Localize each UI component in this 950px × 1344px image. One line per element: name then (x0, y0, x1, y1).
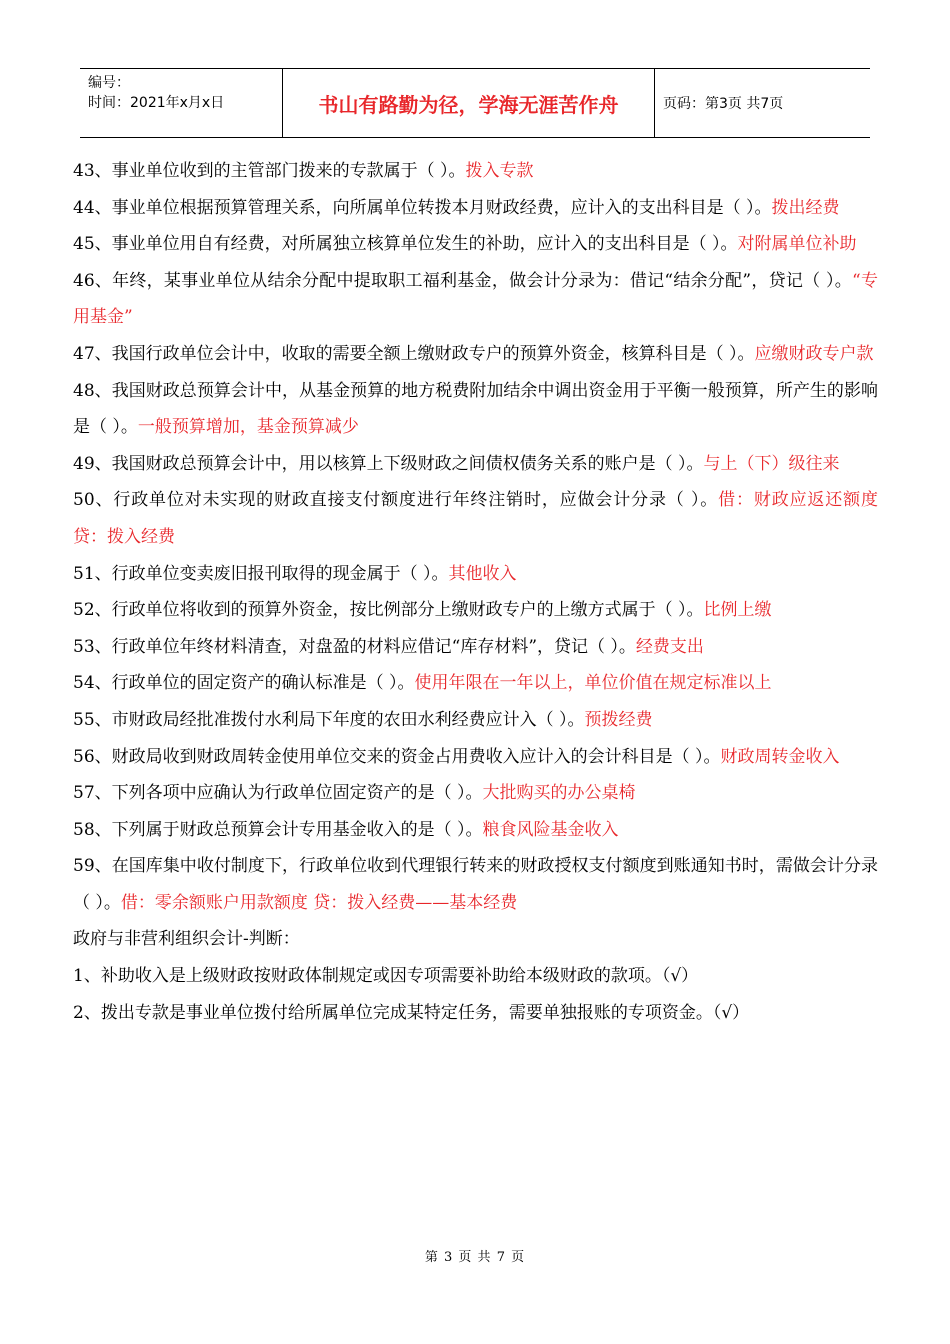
time-label: 时间：2021年x月x日 (88, 95, 225, 111)
header-left-cell (80, 69, 283, 137)
list-item: 43、事业单位收到的主管部门拨来的专款属于（ ）。拨入专款 (73, 161, 534, 181)
list-item: 47、我国行政单位会计中，收取的需要全额上缴财政专户的预算外资金，核算科目是（ ）。应缴财政专户款 (73, 343, 874, 364)
header-page-info: 页码：第3页 共7页 (663, 96, 784, 112)
answer-text: 大批购买的办公桌椅 (482, 783, 636, 804)
answer-text: 拨出经费 (771, 197, 840, 218)
list-item: 1、补助收入是上级财政按财政体制规定或因专项需要补助给本级财政的款项。（√） (73, 966, 699, 987)
answer-text: 使用年限在一年以上，单位价值在规定标准以上 (414, 673, 772, 694)
page-header (80, 68, 870, 138)
list-item: 59、在国库集中收付制度下，行政单位收到代理银行转来的财政授权支付额度到账通知书时，需做会计分录（ ）。借：零余额账户用款额度 贷：拨入经费——基本经费 (73, 856, 878, 913)
page-footer: 第 3 页 共 7 页 (424, 1250, 526, 1265)
list-item: 55、市财政局经批准拨付水利局下年度的农田水利经费应计入（ ）。预拨经费 (73, 709, 653, 730)
answer-text: 与上（下）级往来 (703, 453, 840, 474)
answer-text: “专用基金” (73, 270, 878, 328)
section-heading: 政府与非营利组织会计-判断： (73, 929, 300, 950)
answer-text: 比例上缴 (703, 600, 772, 621)
list-item: 2、拨出专款是事业单位拨付给所属单位完成某特定任务，需要单独报账的专项资金。（√） (73, 1002, 750, 1023)
list-item: 46、年终，某事业单位从结余分配中提取职工福利基金，做会计分录为：借记“结余分配”，贷记（ ）。“专用基金” (73, 270, 878, 328)
answer-text: 借：财政应返还额度 贷：拨入经费 (73, 490, 878, 547)
answer-text: 对附属单位补助 (737, 234, 857, 255)
answer-text: 经费支出 (635, 636, 704, 657)
list-item: 52、行政单位将收到的预算外资金，按比例部分上缴财政专户的上缴方式属于（ ）。比例上缴 (73, 600, 772, 621)
list-item: 53、行政单位年终材料清查，对盘盈的材料应借记“库存材料”，贷记（ ）。经费支出 (73, 636, 704, 657)
answer-text: 其他收入 (448, 563, 517, 584)
list-item: 49、我国财政总预算会计中，用以核算上下级财政之间债权债务关系的账户是（ ）。与上（下）级往来 (73, 453, 840, 474)
list-item: 56、财政局收到财政周转金使用单位交来的资金占用费收入应计入的会计科目是（ ）。财政周转金收入 (73, 746, 840, 767)
answer-text: 粮食风险基金收入 (482, 819, 619, 840)
answer-text: 拨入专款 (465, 161, 534, 181)
answer-text: 财政周转金收入 (720, 746, 840, 767)
answer-text: 应缴财政专户款 (754, 343, 874, 364)
list-item: 48、我国财政总预算会计中，从基金预算的地方税费附加结余中调出资金用于平衡一般预算，所产生的影响是（ ）。一般预算增加，基金预算减少 (73, 380, 878, 438)
list-item: 51、行政单位变卖废旧报刊取得的现金属于（ ）。其他收入 (73, 563, 517, 584)
list-item: 44、事业单位根据预算管理关系，向所属单位转拨本月财政经费，应计入的支出科目是（ ）。拨出经费 (73, 197, 840, 218)
list-item: 45、事业单位用自有经费，对所属独立核算单位发生的补助，应计入的支出科目是（ ）。对附属单位补助 (73, 234, 857, 255)
list-item: 54、行政单位的固定资产的确认标准是（ ）。使用年限在一年以上，单位价值在规定标准以上 (73, 673, 772, 694)
list-item: 58、下列属于财政总预算会计专用基金收入的是（ ）。粮食风险基金收入 (73, 819, 619, 840)
list-item: 57、下列各项中应确认为行政单位固定资产的是（ ）。大批购买的办公桌椅 (73, 783, 636, 804)
question-list (73, 153, 878, 1031)
header-motto: 书山有路勤为径，学海无涯苦作舟 (283, 69, 655, 137)
number-label: 编号： (88, 75, 130, 91)
answer-text: 一般预算增加，基金预算减少 (137, 417, 359, 438)
answer-text: 借：零余额账户用款额度 贷：拨入经费——基本经费 (120, 892, 518, 913)
list-item: 50、行政单位对未实现的财政直接支付额度进行年终注销时，应做会计分录（ ）。借：财政应返还额度 贷：拨入经费 (73, 490, 878, 547)
answer-text: 预拨经费 (584, 709, 653, 730)
